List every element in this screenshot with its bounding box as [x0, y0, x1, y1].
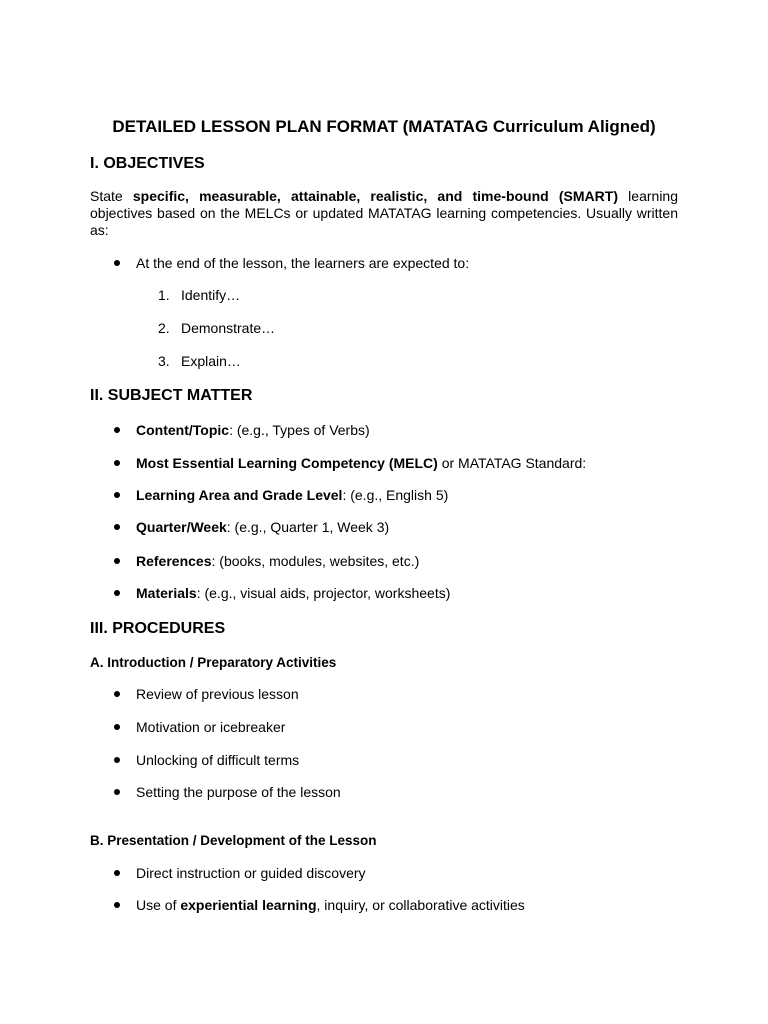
intro-text-post: learning objectives based on the MELCs or updated MATATAG learning competencies. Usually written as:: [90, 188, 678, 238]
list-item-text: At the end of the lesson, the learners are expected to:: [136, 255, 470, 271]
bullet-icon: [114, 590, 120, 596]
procedures-section-heading: A. Introduction / Preparatory Activities: [90, 655, 337, 670]
bullet-icon: [114, 870, 120, 876]
list-item-text: [136, 551, 419, 571]
list-item-text: [136, 453, 586, 473]
list-item-text: Direct instruction or guided discovery: [136, 865, 366, 881]
list-item-rest: : (e.g., Quarter 1, Week 3): [226, 519, 390, 535]
list-item: [0, 750, 768, 770]
list-item: [0, 485, 768, 505]
list-item-text: Review of previous lesson: [136, 686, 299, 702]
list-item: [0, 717, 768, 737]
subject-matter-heading: II. SUBJECT MATTER: [90, 387, 253, 404]
list-item-text: [136, 485, 448, 505]
bullet-icon: [114, 492, 120, 498]
bullet-icon: [114, 724, 120, 730]
numbered-item: [0, 285, 768, 305]
list-item-bold: Materials: [136, 585, 197, 601]
objectives-intro-paragraph: [90, 188, 678, 239]
list-item-rest: : (e.g., English 5): [342, 487, 449, 503]
list-item: [0, 863, 768, 883]
intro-text-pre: State: [90, 188, 133, 204]
list-item: [0, 551, 768, 571]
list-item-text: [136, 583, 450, 603]
numbered-item: [0, 351, 768, 371]
bullet-icon: [114, 691, 120, 697]
list-item-bold: experiential learning: [180, 897, 317, 913]
procedures-heading: III. PROCEDURES: [90, 620, 226, 637]
list-item-rest: : (e.g., visual aids, projector, worksheets): [196, 585, 451, 601]
bullet-icon: [114, 460, 120, 466]
list-item-bold: Quarter/Week: [136, 519, 227, 535]
list-item-text: Setting the purpose of the lesson: [136, 784, 341, 800]
list-item: [0, 453, 768, 473]
list-item-bold: Most Essential Learning Competency (MELC): [136, 455, 438, 471]
bullet-icon: [114, 789, 120, 795]
list-item-bold: Learning Area and Grade Level: [136, 487, 343, 503]
bullet-icon: [114, 524, 120, 530]
numbered-item-text: Identify…: [181, 287, 241, 303]
numbered-item-number: 3.: [158, 353, 170, 369]
list-item-text: Motivation or icebreaker: [136, 719, 286, 735]
list-item: [0, 517, 768, 537]
list-item-rest: : (books, modules, websites, etc.): [211, 553, 420, 569]
list-item: [0, 684, 768, 704]
intro-text-bold: specific, measurable, attainable, realistic, and time-bound (SMART): [132, 188, 618, 204]
list-item-post: , inquiry, or collaborative activities: [316, 897, 525, 913]
list-item-text: [136, 420, 370, 440]
list-item-text: Unlocking of difficult terms: [136, 752, 300, 768]
numbered-item-text: Explain…: [181, 353, 241, 369]
list-item-text: [136, 895, 525, 915]
bullet-icon: [114, 558, 120, 564]
list-item: [0, 583, 768, 603]
list-item-pre: Use of: [136, 897, 181, 913]
bullet-icon: [114, 427, 120, 433]
list-item-bold: References: [136, 553, 212, 569]
bullet-icon: [114, 260, 120, 266]
numbered-item-number: 2.: [158, 320, 170, 336]
numbered-item-number: 1.: [158, 287, 170, 303]
bullet-icon: [114, 902, 120, 908]
list-item-rest: or MATATAG Standard:: [437, 455, 587, 471]
list-item-rest: : (e.g., Types of Verbs): [229, 422, 370, 438]
document-title: DETAILED LESSON PLAN FORMAT (MATATAG Curriculum Aligned): [112, 117, 656, 136]
objectives-heading: I. OBJECTIVES: [90, 155, 205, 172]
numbered-item-text: Demonstrate…: [181, 320, 276, 336]
bullet-icon: [114, 757, 120, 763]
list-item-text: [136, 517, 389, 537]
list-item: [0, 253, 768, 273]
list-item: [0, 782, 768, 802]
procedures-section-heading: B. Presentation / Development of the Lesson: [90, 833, 377, 848]
list-item: [0, 895, 768, 915]
list-item: [0, 420, 768, 440]
numbered-item: [0, 318, 768, 338]
list-item-bold: Content/Topic: [136, 422, 230, 438]
